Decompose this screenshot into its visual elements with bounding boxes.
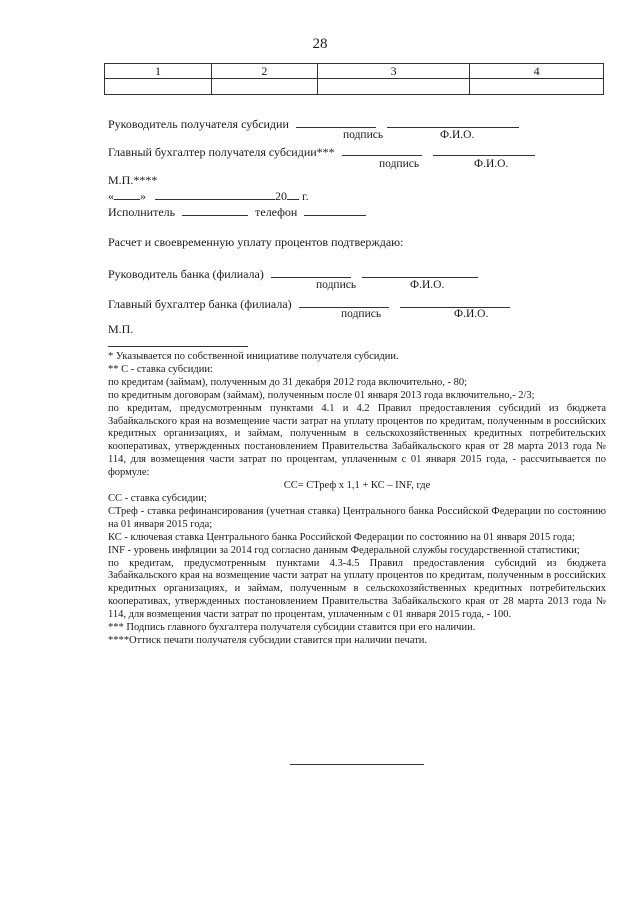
fio-blank [433,144,535,156]
stamp-mark: М.П.**** [108,173,158,187]
formula: СС= СТреф x 1,1 + КС – INF, где [283,480,431,492]
month-blank [155,188,275,200]
column-header-table [104,63,604,95]
footnote: СТреф - ставка рефинансирования (учетная ставка) Центрального банка Российской Федерации по состоянию на 01 января 2015 года; [108,505,606,530]
year-suffix: г. [302,189,309,203]
signature-caption: подпись [343,129,384,141]
table-header-cell: 1 [105,64,212,79]
table-cell [470,79,604,95]
table-cell [317,79,469,95]
fio-blank [400,296,510,308]
bank-chief-acc-line [108,296,510,311]
footnote: INF - уровень инфляции за 2014 год согласно данным Федеральной службы государственной статистики; [108,544,580,556]
signature-blank [299,296,389,308]
footnote: КС - ключевая ставка Центрального банка Российской Федерации по состоянию на 01 января 2015 года; [108,531,575,543]
footnote: по кредитным договорам (займам), полученным после 01 января 2013 года включительно,- 2/3; [108,389,535,401]
executor-label: Исполнитель [108,205,176,219]
footnote-paragraph: по кредитам, предусмотренным пунктами 4.3-4.5 Правил предоставления субсидий из бюджета Забайкальского края на возмещение части затрат на уплату процентов по кредитам, полученным в российских кредитных организациях, и займам, полученным в сельскохозяйственных кредитных потребительских кооперативах, утвержденных постановлением Правительства Забайкальского края от 28 марта 2013 года № 114, для возмещения части затрат по процентам, уплаченным с 01 января 2015 года, - 100. [108,557,606,621]
executor-blank [182,204,248,216]
date-close-quote: » [140,189,146,203]
executor-line [108,204,366,219]
phone-blank [304,204,366,216]
signature-caption: подпись [379,158,420,170]
signature-blank [296,116,376,128]
year-prefix: 20 [275,189,287,203]
fio-caption: Ф.И.О. [454,308,489,320]
chief-acc-recipient-line [108,144,535,159]
page-number: 28 [312,36,328,52]
signature-blank [271,266,351,278]
date-line [108,188,309,203]
footnotes [108,351,606,648]
table-header-cell: 3 [317,64,469,79]
bank-stamp-mark: М.П. [108,322,134,336]
signature-blank [342,144,422,156]
footnote: СС - ставка субсидии; [108,492,207,504]
footnote: *** Подпись главного бухгалтера получателя субсидии ставится при его наличии. [108,622,476,634]
date-open-quote: « [108,189,114,203]
phone-label: телефон [255,205,298,219]
confirm-text: Расчет и своевременную уплату процентов подтверждаю: [108,235,404,249]
footnote-separator [108,346,248,347]
table-cell [105,79,212,95]
footnote-paragraph: по кредитам, предусмотренным пунктами 4.1 и 4.2 Правил предоставления субсидий из бюджета Забайкальского края на возмещение части затрат на уплату процентов по кредитам, полученным в российских кредитных организациях, и займам, полученным в сельскохозяйственных кредитных потребительских кооперативах, утвержденных постановлением Правительства Забайкальского края от 28 марта 2013 года № 114, для возмещения части затрат по процентам, уплаченным с 01 января 2015 года, - рассчитывается по формуле: [108,402,606,479]
signature-caption: подпись [341,308,382,320]
table-header-cell: 4 [470,64,604,79]
fio-caption: Ф.И.О. [440,129,475,141]
fio-caption: Ф.И.О. [410,279,445,291]
fio-blank [387,116,519,128]
table-cell [211,79,317,95]
head-recipient-label: Руководитель получателя субсидии [108,117,289,131]
signature-caption: подпись [316,279,357,291]
footnote: ****Оттиск печати получателя субсидии ставится при наличии печати. [108,634,428,646]
footnote: по кредитам (займам), полученным до 31 декабря 2012 года включительно, - 80; [108,376,468,388]
bank-head-label: Руководитель банка (филиала) [108,267,264,281]
bank-chief-acc-label: Главный бухгалтер банка (филиала) [108,297,292,311]
end-line [290,764,424,765]
fio-blank [362,266,478,278]
footnote: * Указывается по собственной инициативе получателя субсидии. [108,351,399,362]
year-blank [287,188,299,200]
fio-caption: Ф.И.О. [474,158,509,170]
chief-acc-recipient-label: Главный бухгалтер получателя субсидии*** [108,145,335,159]
day-blank [114,188,140,200]
footnote: ** С - ставка субсидии: [108,363,213,375]
table-header-cell: 2 [211,64,317,79]
